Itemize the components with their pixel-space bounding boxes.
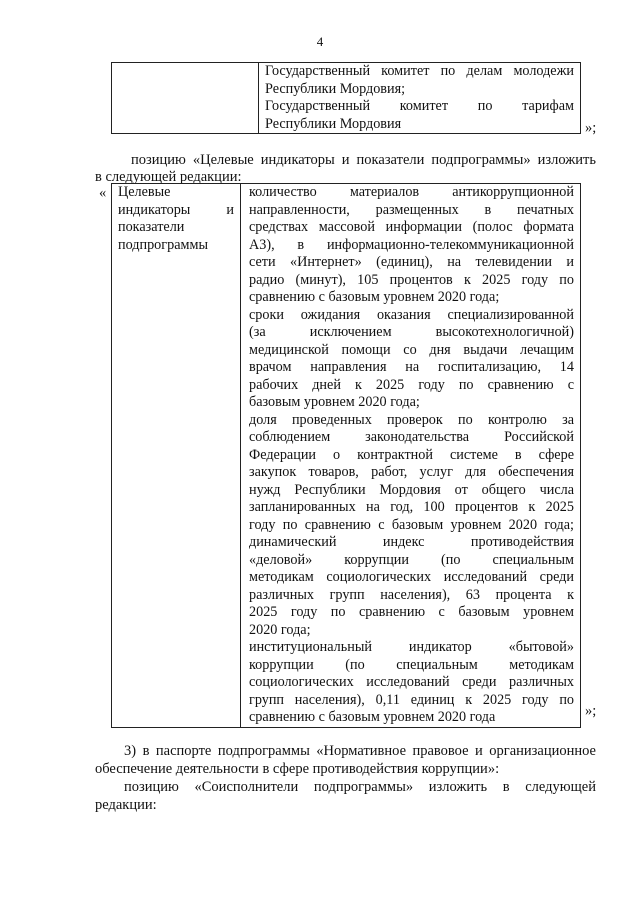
text-line: Республики Мордовия;	[265, 80, 406, 97]
text-line: радио (минут), 105 процентов к 2025 году по	[249, 271, 574, 288]
label-line: индикаторы и	[118, 201, 234, 218]
text-line: нужд Республики Мордовия от общего числа	[249, 481, 574, 498]
label-line: подпрограммы	[118, 236, 208, 253]
text-line: сети «Интернет» (единиц), на телевидении и	[249, 254, 574, 270]
text-line: количество материалов антикоррупционной	[249, 184, 574, 200]
text-line: Государственный комитет по тарифам	[265, 98, 574, 114]
text-line: динамический индекс противодействия	[249, 534, 574, 550]
text-line: запланированных на год, 100 процентов к 2025	[249, 499, 574, 515]
paragraph-line: позицию «Целевые индикаторы и показатели подпрограммы» изложить	[131, 152, 596, 168]
text-line: (за исключением высокотехнологичной)	[249, 324, 574, 340]
text-line: институциональный индикатор «бытовой»	[249, 639, 574, 655]
text-line: групп населения), 0,11 единиц к 2025 году по	[249, 691, 574, 708]
text-line: соблюдением законодательства Российской	[249, 429, 574, 445]
text-line: Государственный комитет по делам молодежи	[265, 63, 574, 79]
text-line: 2020 года;	[249, 621, 311, 638]
closing-quote: »;	[585, 703, 597, 719]
text-line: направленности, размещенных в печатных	[249, 201, 574, 218]
page-number: 4	[316, 34, 324, 49]
text-line: медицинской помощи со дня выдачи лечащим	[249, 341, 574, 358]
label-line: показатели	[118, 219, 185, 235]
paragraph-line: обеспечение деятельности в сфере противодействия коррупции»:	[95, 761, 500, 777]
paragraph-line: позицию «Соисполнители подпрограммы» изложить в следующей	[124, 779, 596, 795]
text-line: рабочих дней к 2025 году по сравнению с	[249, 376, 574, 393]
text-line: закупок товаров, работ, услуг для обеспечения	[249, 464, 574, 480]
indicators-values-cell	[241, 184, 581, 728]
indicators-label-cell	[112, 184, 241, 728]
paragraph-line: в следующей редакции:	[95, 169, 242, 185]
text-line: А3), в информационно-телекоммуникационной	[249, 236, 574, 253]
text-line: коррупции (по специальным методикам	[249, 656, 574, 673]
text-line: методикам социологических исследований среди	[249, 569, 574, 585]
text-line: сроки ожидания оказания специализированной	[249, 306, 574, 323]
text-line: году по сравнению с базовым уровнем 2020 года;	[249, 516, 574, 533]
label-line: Целевые	[118, 184, 171, 200]
agencies-cell	[259, 63, 581, 134]
empty-left-cell	[112, 63, 259, 134]
text-line: средствах массовой информации (полос формата	[249, 219, 574, 235]
opening-quote: «	[99, 185, 107, 201]
text-line: Федерации о контрактной системе в сфере	[249, 446, 574, 463]
indicators-table	[111, 183, 581, 728]
co-executors-table-fragment	[111, 62, 581, 134]
text-line: различных групп населения), 63 процента к	[249, 586, 574, 603]
text-line: врачом направления на госпитализацию, 14	[249, 359, 574, 375]
text-line: социологических исследований среди различных	[249, 674, 574, 690]
paragraph-line: 3) в паспорте подпрограммы «Нормативное правовое и организационное	[124, 743, 596, 759]
text-line: Республики Мордовия	[265, 115, 402, 132]
text-line: базовым уровнем 2020 года;	[249, 394, 420, 410]
text-line: сравнению с базовым уровнем 2020 года	[249, 709, 496, 725]
text-line: доля проведенных проверок по контролю за	[249, 411, 574, 428]
text-line: «деловой» коррупции (по специальным	[249, 551, 574, 568]
closing-quote: »;	[585, 120, 597, 136]
text-line: 2025 году по сравнению с базовым уровнем	[249, 604, 574, 620]
paragraph-line: редакции:	[95, 797, 157, 813]
text-line: сравнению с базовым уровнем 2020 года;	[249, 289, 500, 305]
